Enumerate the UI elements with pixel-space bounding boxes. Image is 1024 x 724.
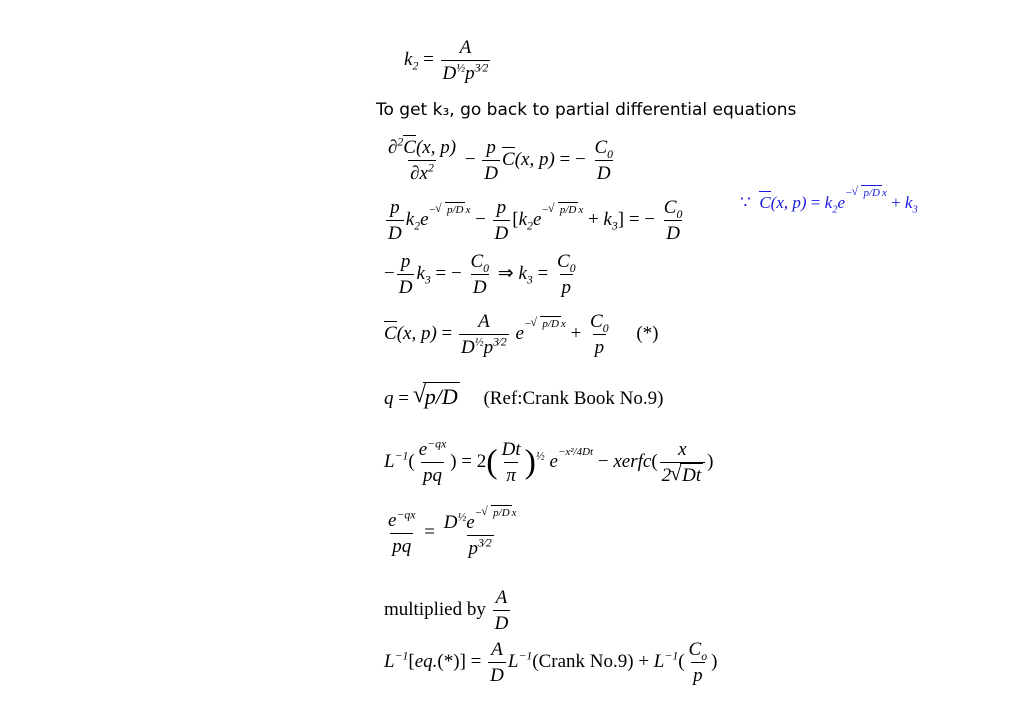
eq-q: q = √ p/D (Ref:Crank Book No.9) xyxy=(384,386,663,408)
eq-multiplied: multiplied by $\frac{A}{D}$ xyxy=(384,587,509,634)
heading-text: To get k₃, go back to partial differential equations xyxy=(376,100,797,120)
eq-k3: − $\frac{p}{D}$ $k_3$ = − $\frac{C_0}{D}$ ⇒ $k_3$ = $\frac{C_0}{p}$ xyxy=(384,251,576,298)
eq-substitute: $\frac{p}{D}$ $k_2e-√$ p/D x − $\frac{p}{D}$ [$k_2e-√$ p/D $x + k_3$] = − $\frac{C_0}{D}$ xyxy=(384,198,686,243)
eq-pde: $\frac{\partial^2C(x, p)}{\partial x^2}$ − $\frac{p}{D}$ C(x, p) = − $\frac{C_0}{D}$ xyxy=(388,135,614,184)
eq-final: $L^{-1}[eq.(*)]$ = $\frac{A}{D}$ $L^{-1}(Crank$ $No.9) + L^{-1}$( $\frac{C_o}{p}$ ) xyxy=(384,639,718,686)
multiplied-by-label: multiplied by xyxy=(384,598,486,620)
ref-label: (Ref:Crank Book No.9) xyxy=(483,388,664,409)
eq-inverse-laplace: $L^{-1}$( $\frac{e^{-qx}}{pq}$ ) = 2( $\frac{Dt}{\pi}$ )$^{\frac{1}{2}}$ e−x²/4Dt − xerfc( $\frac{x}{2√ Dt}$ ) xyxy=(384,440,713,485)
star-label: (*) xyxy=(636,322,659,344)
crank-label: Crank No.9 xyxy=(538,650,628,672)
side-note: ∵ C(x, $p) = k_2e-√$ p/D $x + k_3$ xyxy=(740,188,918,211)
eq-k2: $k_2$ = $\frac{A}{D^{\frac{1}{2}}p^{3⁄2}}$ xyxy=(404,37,489,84)
eq-transform: $\frac{e^{-qx}}{pq}$ = $\frac{D^{\frac{1}{2}}e-√ p/D x}{p^{3⁄2}}$ xyxy=(384,508,521,558)
eq-solution: C(x, p) = $\frac{A}{D^{\frac{1}{2}}p^{3⁄2}}$ e−√ p/D x + $\frac{C_0}{p}$ (*) xyxy=(384,312,659,357)
